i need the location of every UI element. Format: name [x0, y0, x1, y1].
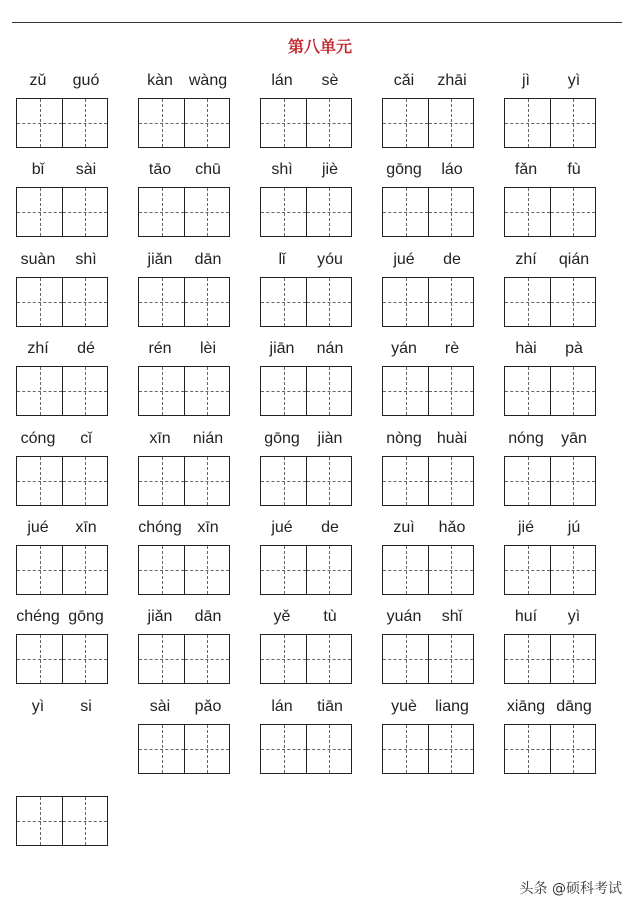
tian-zi-cell[interactable] [62, 367, 107, 415]
pinyin-syllable-2: rè [444, 340, 460, 357]
pinyin-syllable-1: jié [517, 519, 534, 536]
pinyin-syllable-2: qián [558, 251, 590, 268]
writing-boxes[interactable] [260, 366, 352, 416]
pinyin-syllable-2: wàng [188, 72, 228, 89]
tian-zi-cell[interactable] [17, 367, 62, 415]
tian-zi-cell[interactable] [261, 367, 306, 415]
pinyin-label [136, 607, 232, 627]
pinyin-label [502, 71, 598, 91]
writing-boxes[interactable] [16, 277, 108, 327]
writing-boxes[interactable] [260, 724, 352, 774]
pinyin-syllable-1: yuán [386, 608, 422, 625]
writing-boxes[interactable] [382, 98, 474, 148]
pinyin-syllable-1: xīn [149, 430, 171, 447]
writing-boxes[interactable] [382, 456, 474, 506]
tian-zi-cell[interactable] [261, 278, 306, 326]
tian-zi-cell[interactable] [383, 367, 428, 415]
pinyin-label [136, 697, 232, 717]
pinyin-syllable-2: shǐ [441, 608, 463, 625]
pinyin-syllable-1: gōng [386, 161, 422, 178]
pinyin-syllable-1: yě [273, 608, 291, 625]
pinyin-label [258, 160, 354, 180]
pinyin-syllable-2: pǎo [194, 698, 222, 715]
tian-zi-cell[interactable] [505, 635, 550, 683]
pinyin-label [136, 71, 232, 91]
pinyin-syllable-2: tù [323, 608, 337, 625]
pinyin-label [258, 71, 354, 91]
writing-boxes[interactable] [16, 366, 108, 416]
writing-boxes[interactable] [382, 724, 474, 774]
writing-boxes[interactable] [260, 98, 352, 148]
pinyin-syllable-1: bǐ [31, 161, 45, 178]
pinyin-syllable-1: rén [148, 340, 172, 357]
pinyin-syllable-1: chóng [138, 519, 182, 536]
pinyin-syllable-1: jué [271, 519, 293, 536]
pinyin-label [258, 607, 354, 627]
tian-zi-cell[interactable] [261, 99, 306, 147]
writing-boxes[interactable] [504, 366, 596, 416]
pinyin-syllable-1: kàn [147, 72, 173, 89]
writing-boxes[interactable] [382, 634, 474, 684]
tian-zi-cell[interactable] [306, 546, 351, 594]
writing-boxes[interactable] [138, 98, 230, 148]
writing-boxes[interactable] [16, 634, 108, 684]
tian-zi-cell[interactable] [139, 546, 184, 594]
pinyin-label [136, 429, 232, 449]
tian-zi-cell[interactable] [139, 278, 184, 326]
pinyin-label [136, 250, 232, 270]
tian-zi-cell[interactable] [17, 278, 62, 326]
pinyin-syllable-1: lán [271, 72, 293, 89]
tian-zi-cell[interactable] [505, 546, 550, 594]
tian-zi-cell[interactable] [505, 725, 550, 773]
pinyin-label [136, 518, 232, 538]
tian-zi-cell[interactable] [306, 99, 351, 147]
writing-boxes[interactable] [382, 545, 474, 595]
pinyin-syllable-1: tāo [148, 161, 172, 178]
pinyin-syllable-2: gōng [68, 608, 104, 625]
pinyin-label [14, 339, 110, 359]
pinyin-syllable-2: dān [194, 608, 222, 625]
tian-zi-cell[interactable] [428, 725, 473, 773]
tian-zi-cell[interactable] [428, 546, 473, 594]
tian-zi-cell[interactable] [17, 188, 62, 236]
pinyin-syllable-2: sè [321, 72, 339, 89]
pinyin-label [258, 429, 354, 449]
tian-zi-cell[interactable] [139, 725, 184, 773]
pinyin-syllable-1: zuì [393, 519, 415, 536]
pinyin-syllable-2: guó [72, 72, 100, 89]
writing-boxes[interactable] [504, 98, 596, 148]
writing-boxes[interactable] [382, 277, 474, 327]
pinyin-label [258, 250, 354, 270]
tian-zi-cell[interactable] [261, 457, 306, 505]
pinyin-syllable-2: huài [436, 430, 468, 447]
pinyin-label [380, 429, 476, 449]
pinyin-syllable-2: lèi [199, 340, 216, 357]
pinyin-syllable-2: dāng [556, 698, 592, 715]
tian-zi-cell[interactable] [306, 457, 351, 505]
tian-zi-cell[interactable] [383, 278, 428, 326]
writing-boxes[interactable] [16, 187, 108, 237]
tian-zi-cell[interactable] [184, 99, 229, 147]
pinyin-syllable-2: sài [75, 161, 97, 178]
writing-boxes[interactable] [382, 187, 474, 237]
pinyin-label [136, 160, 232, 180]
pinyin-syllable-1: shì [271, 161, 293, 178]
pinyin-label [380, 697, 476, 717]
writing-boxes[interactable] [260, 634, 352, 684]
pinyin-label [502, 339, 598, 359]
pinyin-syllable-2: yóu [317, 251, 343, 268]
pinyin-syllable-2: yì [567, 72, 581, 89]
tian-zi-cell[interactable] [505, 457, 550, 505]
pinyin-syllable-2: hǎo [438, 519, 466, 536]
writing-boxes[interactable] [16, 456, 108, 506]
pinyin-label [380, 160, 476, 180]
pinyin-syllable-2: liang [435, 698, 469, 715]
tian-zi-cell[interactable] [505, 367, 550, 415]
pinyin-syllable-1: jiǎn [147, 608, 173, 625]
pinyin-syllable-1: sài [149, 698, 171, 715]
pinyin-label [258, 518, 354, 538]
pinyin-syllable-1: suàn [20, 251, 56, 268]
tian-zi-cell[interactable] [184, 457, 229, 505]
tian-zi-cell[interactable] [139, 367, 184, 415]
pinyin-label [502, 607, 598, 627]
pinyin-syllable-2: cǐ [80, 430, 92, 447]
pinyin-syllable-2: xīn [75, 519, 97, 536]
pinyin-syllable-2: jiàn [317, 430, 343, 447]
pinyin-syllable-2: xīn [197, 519, 219, 536]
writing-boxes[interactable] [16, 796, 108, 846]
pinyin-syllable-1: zhí [27, 340, 49, 357]
pinyin-syllable-1: lǐ [278, 251, 286, 268]
pinyin-syllable-1: cǎi [393, 72, 415, 89]
pinyin-label [258, 697, 354, 717]
tian-zi-cell[interactable] [550, 546, 595, 594]
tian-zi-cell[interactable] [306, 635, 351, 683]
pinyin-syllable-2: nián [192, 430, 224, 447]
tian-zi-cell[interactable] [184, 635, 229, 683]
pinyin-label [380, 71, 476, 91]
tian-zi-cell[interactable] [261, 725, 306, 773]
pinyin-label [380, 518, 476, 538]
pinyin-label [14, 518, 110, 538]
pinyin-syllable-1: jiān [269, 340, 295, 357]
tian-zi-cell[interactable] [62, 99, 107, 147]
tian-zi-cell[interactable] [428, 188, 473, 236]
pinyin-syllable-1: jiǎn [147, 251, 173, 268]
tian-zi-cell[interactable] [428, 99, 473, 147]
tian-zi-cell[interactable] [62, 546, 107, 594]
tian-zi-cell[interactable] [62, 188, 107, 236]
tian-zi-cell[interactable] [505, 188, 550, 236]
tian-zi-cell[interactable] [139, 635, 184, 683]
tian-zi-cell[interactable] [17, 635, 62, 683]
writing-boxes[interactable] [382, 366, 474, 416]
writing-boxes[interactable] [16, 98, 108, 148]
writing-boxes[interactable] [504, 277, 596, 327]
writing-boxes[interactable] [260, 456, 352, 506]
pinyin-syllable-2: tiān [317, 698, 343, 715]
pinyin-label [14, 697, 110, 717]
pinyin-label [136, 339, 232, 359]
tian-zi-cell[interactable] [62, 635, 107, 683]
pinyin-label [14, 250, 110, 270]
writing-boxes[interactable] [138, 366, 230, 416]
tian-zi-cell[interactable] [383, 188, 428, 236]
writing-boxes[interactable] [504, 545, 596, 595]
pinyin-syllable-1: yán [391, 340, 417, 357]
pinyin-syllable-1: gōng [264, 430, 300, 447]
writing-boxes[interactable] [138, 456, 230, 506]
tian-zi-cell[interactable] [428, 635, 473, 683]
pinyin-label [258, 339, 354, 359]
tian-zi-cell[interactable] [306, 278, 351, 326]
tian-zi-cell[interactable] [184, 725, 229, 773]
pinyin-syllable-2: jú [567, 519, 581, 536]
tian-zi-cell[interactable] [550, 725, 595, 773]
pinyin-syllable-2: yān [561, 430, 587, 447]
tian-zi-cell[interactable] [505, 278, 550, 326]
pinyin-syllable-1: hài [515, 340, 537, 357]
tian-zi-cell[interactable] [184, 367, 229, 415]
pinyin-syllable-2: chū [195, 161, 221, 178]
tian-zi-cell[interactable] [550, 278, 595, 326]
tian-zi-cell[interactable] [550, 188, 595, 236]
tian-zi-cell[interactable] [550, 457, 595, 505]
page-title: 第八单元 [287, 37, 352, 56]
pinyin-syllable-1: cóng [20, 430, 56, 447]
writing-boxes[interactable] [16, 545, 108, 595]
pinyin-syllable-1: zǔ [29, 72, 47, 89]
writing-boxes[interactable] [504, 187, 596, 237]
pinyin-syllable-1: zhí [515, 251, 537, 268]
writing-boxes[interactable] [138, 724, 230, 774]
pinyin-label [502, 250, 598, 270]
footer-watermark: 头条 @硕科考试 [519, 881, 622, 897]
pinyin-syllable-1: lán [271, 698, 293, 715]
writing-boxes[interactable] [504, 634, 596, 684]
tian-zi-cell[interactable] [62, 457, 107, 505]
pinyin-syllable-1: fǎn [514, 161, 538, 178]
tian-zi-cell[interactable] [184, 278, 229, 326]
tian-zi-cell[interactable] [139, 457, 184, 505]
pinyin-syllable-2: yì [567, 608, 581, 625]
pinyin-syllable-2: si [80, 698, 92, 715]
tian-zi-cell[interactable] [383, 635, 428, 683]
tian-zi-cell[interactable] [184, 546, 229, 594]
pinyin-syllable-1: huí [514, 608, 538, 625]
tian-zi-cell[interactable] [62, 278, 107, 326]
pinyin-label [14, 607, 110, 627]
pinyin-syllable-1: chéng [16, 608, 60, 625]
writing-boxes[interactable] [138, 545, 230, 595]
pinyin-label [14, 160, 110, 180]
pinyin-syllable-2: dé [77, 340, 95, 357]
tian-zi-cell[interactable] [383, 99, 428, 147]
tian-zi-cell[interactable] [550, 99, 595, 147]
pinyin-syllable-2: de [443, 251, 461, 268]
writing-boxes[interactable] [260, 277, 352, 327]
writing-boxes[interactable] [504, 724, 596, 774]
tian-zi-cell[interactable] [306, 188, 351, 236]
writing-boxes[interactable] [260, 187, 352, 237]
pinyin-syllable-1: nóng [508, 430, 544, 447]
pinyin-syllable-2: zhāi [437, 72, 467, 89]
tian-zi-cell[interactable] [428, 367, 473, 415]
tian-zi-cell[interactable] [306, 367, 351, 415]
tian-zi-cell[interactable] [261, 635, 306, 683]
tian-zi-cell[interactable] [505, 99, 550, 147]
tian-zi-cell[interactable] [383, 725, 428, 773]
tian-zi-cell[interactable] [550, 635, 595, 683]
pinyin-label [502, 160, 598, 180]
pinyin-label [380, 250, 476, 270]
pinyin-syllable-2: jiè [321, 161, 338, 178]
pinyin-syllable-2: nán [316, 340, 344, 357]
pinyin-syllable-2: dān [194, 251, 222, 268]
pinyin-syllable-2: fù [567, 161, 581, 178]
pinyin-label [380, 339, 476, 359]
pinyin-label [380, 607, 476, 627]
writing-boxes[interactable] [138, 277, 230, 327]
tian-zi-cell[interactable] [428, 278, 473, 326]
pinyin-syllable-1: xiāng [506, 698, 546, 715]
tian-zi-cell[interactable] [383, 546, 428, 594]
pinyin-syllable-1: yuè [391, 698, 417, 715]
pinyin-label [502, 697, 598, 717]
tian-zi-cell[interactable] [261, 188, 306, 236]
writing-boxes[interactable] [260, 545, 352, 595]
pinyin-syllable-2: de [321, 519, 339, 536]
tian-zi-cell[interactable] [17, 99, 62, 147]
tian-zi-cell[interactable] [17, 457, 62, 505]
pinyin-label [502, 429, 598, 449]
tian-zi-cell[interactable] [306, 725, 351, 773]
tian-zi-cell[interactable] [139, 188, 184, 236]
pinyin-syllable-1: yì [31, 698, 45, 715]
tian-zi-cell[interactable] [17, 546, 62, 594]
tian-zi-cell[interactable] [139, 99, 184, 147]
pinyin-syllable-1: jué [27, 519, 49, 536]
tian-zi-cell[interactable] [17, 797, 62, 845]
tian-zi-cell[interactable] [383, 457, 428, 505]
pinyin-syllable-1: nòng [386, 430, 422, 447]
pinyin-syllable-1: jué [393, 251, 415, 268]
writing-boxes[interactable] [504, 456, 596, 506]
tian-zi-cell[interactable] [62, 797, 107, 845]
pinyin-label [14, 429, 110, 449]
pinyin-syllable-1: jì [522, 72, 530, 89]
tian-zi-cell[interactable] [550, 367, 595, 415]
tian-zi-cell[interactable] [184, 188, 229, 236]
pinyin-label [502, 518, 598, 538]
writing-boxes[interactable] [138, 634, 230, 684]
writing-boxes[interactable] [138, 187, 230, 237]
pinyin-label [14, 71, 110, 91]
pinyin-syllable-2: pà [565, 340, 583, 357]
pinyin-syllable-2: láo [441, 161, 463, 178]
tian-zi-cell[interactable] [428, 457, 473, 505]
tian-zi-cell[interactable] [261, 546, 306, 594]
pinyin-syllable-2: shì [75, 251, 97, 268]
